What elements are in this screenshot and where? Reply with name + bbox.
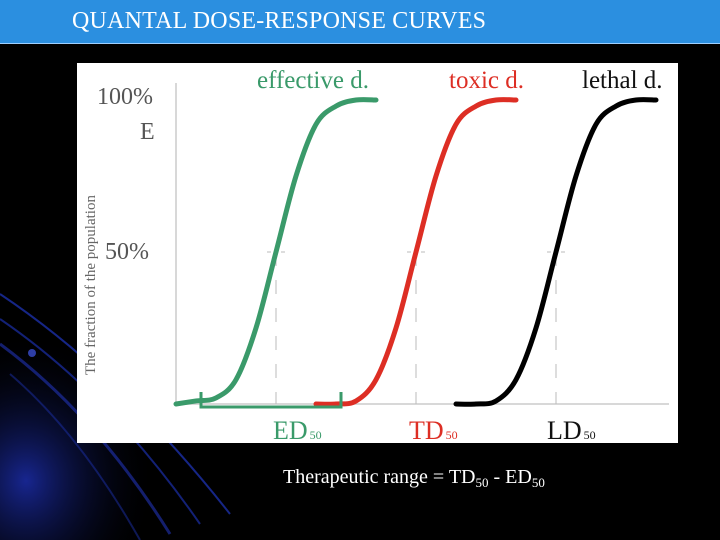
formula-sub-ed: 50: [531, 475, 545, 490]
dose-response-chart: [77, 63, 678, 443]
formula-text: Therapeutic range = TD: [283, 466, 476, 488]
ytick-100: 100%: [97, 84, 153, 110]
y-axis-label: The fraction of the population: [83, 195, 99, 375]
series-label-1: toxic d.: [449, 67, 524, 94]
chart-panel: [77, 63, 678, 443]
series-line-1: [316, 100, 516, 405]
formula-mid: - ED: [488, 466, 532, 488]
slide-title: QUANTAL DOSE-RESPONSE CURVES: [72, 8, 487, 34]
series-line-2: [456, 100, 656, 405]
series-line-0: [176, 100, 376, 404]
therapeutic-range-formula: [283, 466, 545, 491]
dose50-label-0: ED 50: [273, 416, 322, 443]
ytick-50: 50%: [105, 239, 149, 265]
series-label-0: effective d.: [257, 67, 369, 94]
title-bar: [0, 0, 720, 44]
ytick-e: E: [140, 119, 155, 145]
dose50-label-1: TD 50: [409, 416, 458, 443]
series-label-2: lethal d.: [582, 67, 663, 94]
formula-sub-td: 50: [475, 475, 489, 490]
dose50-label-2: LD 50: [547, 416, 596, 443]
